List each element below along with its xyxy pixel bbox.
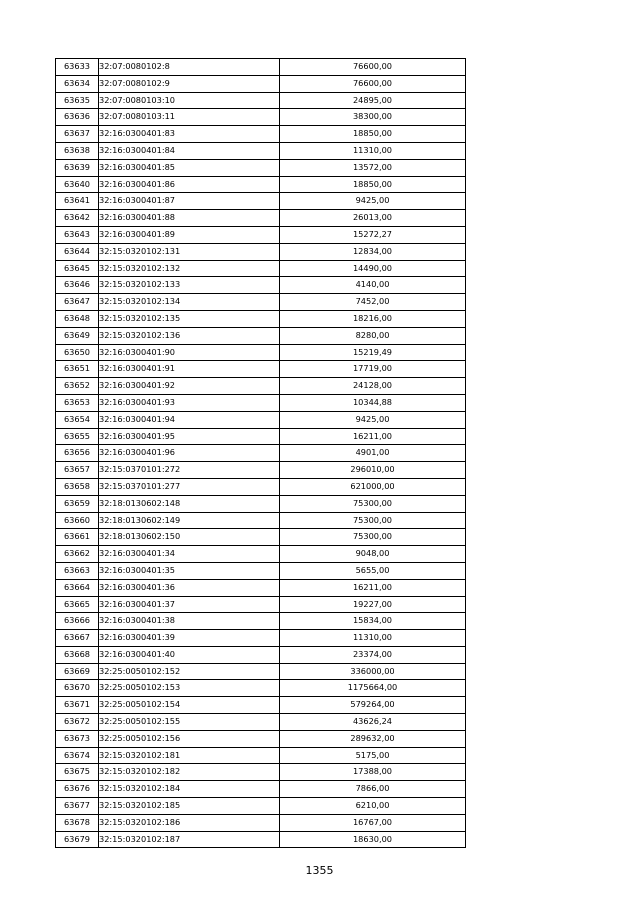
cadastral-number-cell: 32:15:0320102:133 (99, 277, 280, 294)
value-cell: 7452,00 (280, 294, 466, 311)
table-row (56, 630, 466, 647)
table-row (56, 226, 466, 243)
value-cell: 11310,00 (280, 142, 466, 159)
row-number-cell: 63648 (56, 310, 99, 327)
table-row (56, 109, 466, 126)
value-cell: 1175664,00 (280, 680, 466, 697)
row-number-cell: 63676 (56, 781, 99, 798)
cadastral-number-cell: 32:07:0080102:8 (99, 59, 280, 76)
table-row (56, 59, 466, 76)
value-cell: 18216,00 (280, 310, 466, 327)
value-cell: 75300,00 (280, 529, 466, 546)
value-cell: 296010,00 (280, 462, 466, 479)
cadastral-number-cell: 32:18:0130602:150 (99, 529, 280, 546)
table-row (56, 747, 466, 764)
row-number-cell: 63672 (56, 714, 99, 731)
cadastral-number-cell: 32:25:0050102:156 (99, 730, 280, 747)
cadastral-number-cell: 32:15:0320102:132 (99, 260, 280, 277)
cadastral-number-cell: 32:16:0300401:36 (99, 579, 280, 596)
row-number-cell: 63677 (56, 798, 99, 815)
table-row (56, 546, 466, 563)
value-cell: 13572,00 (280, 159, 466, 176)
row-number-cell: 63674 (56, 747, 99, 764)
table-row (56, 193, 466, 210)
table-row (56, 210, 466, 227)
value-cell: 336000,00 (280, 663, 466, 680)
cadastral-number-cell: 32:16:0300401:35 (99, 562, 280, 579)
row-number-cell: 63669 (56, 663, 99, 680)
cadastral-number-cell: 32:15:0320102:181 (99, 747, 280, 764)
cadastral-number-cell: 32:15:0370101:277 (99, 478, 280, 495)
value-cell: 15219,49 (280, 344, 466, 361)
cadastral-number-cell: 32:15:0320102:187 (99, 831, 280, 848)
row-number-cell: 63660 (56, 512, 99, 529)
table-row (56, 92, 466, 109)
cadastral-number-cell: 32:07:0080103:11 (99, 109, 280, 126)
row-number-cell: 63664 (56, 579, 99, 596)
table-row (56, 378, 466, 395)
value-cell: 9425,00 (280, 411, 466, 428)
table-row (56, 613, 466, 630)
table-row (56, 579, 466, 596)
row-number-cell: 63641 (56, 193, 99, 210)
table-row (56, 781, 466, 798)
row-number-cell: 63659 (56, 495, 99, 512)
cadastral-number-cell: 32:16:0300401:39 (99, 630, 280, 647)
value-cell: 4901,00 (280, 445, 466, 462)
cadastral-number-cell: 32:15:0320102:131 (99, 243, 280, 260)
row-number-cell: 63652 (56, 378, 99, 395)
cadastral-number-cell: 32:15:0320102:184 (99, 781, 280, 798)
table-row (56, 428, 466, 445)
cadastral-number-cell: 32:16:0300401:37 (99, 596, 280, 613)
table-row (56, 562, 466, 579)
value-cell: 289632,00 (280, 730, 466, 747)
value-cell: 17719,00 (280, 361, 466, 378)
table-row (56, 344, 466, 361)
value-cell: 75300,00 (280, 512, 466, 529)
row-number-cell: 63653 (56, 394, 99, 411)
row-number-cell: 63651 (56, 361, 99, 378)
row-number-cell: 63662 (56, 546, 99, 563)
cadastral-number-cell: 32:15:0320102:185 (99, 798, 280, 815)
cadastral-value-table (55, 58, 466, 848)
row-number-cell: 63645 (56, 260, 99, 277)
table-row (56, 361, 466, 378)
value-cell: 16767,00 (280, 814, 466, 831)
table-row (56, 462, 466, 479)
value-cell: 18630,00 (280, 831, 466, 848)
table-row (56, 478, 466, 495)
page-number: 1355 (305, 864, 334, 877)
cadastral-number-cell: 32:16:0300401:34 (99, 546, 280, 563)
row-number-cell: 63656 (56, 445, 99, 462)
cadastral-number-cell: 32:16:0300401:95 (99, 428, 280, 445)
value-cell: 38300,00 (280, 109, 466, 126)
cadastral-number-cell: 32:16:0300401:96 (99, 445, 280, 462)
value-cell: 9048,00 (280, 546, 466, 563)
cadastral-number-cell: 32:16:0300401:90 (99, 344, 280, 361)
cadastral-number-cell: 32:16:0300401:85 (99, 159, 280, 176)
table-row (56, 294, 466, 311)
row-number-cell: 63643 (56, 226, 99, 243)
cadastral-number-cell: 32:25:0050102:155 (99, 714, 280, 731)
value-cell: 19227,00 (280, 596, 466, 613)
value-cell: 14490,00 (280, 260, 466, 277)
row-number-cell: 63655 (56, 428, 99, 445)
table-row (56, 697, 466, 714)
cadastral-number-cell: 32:15:0320102:135 (99, 310, 280, 327)
row-number-cell: 63636 (56, 109, 99, 126)
value-cell: 18850,00 (280, 176, 466, 193)
table-row (56, 764, 466, 781)
cadastral-number-cell: 32:25:0050102:152 (99, 663, 280, 680)
value-cell: 17388,00 (280, 764, 466, 781)
cadastral-number-cell: 32:15:0320102:182 (99, 764, 280, 781)
value-cell: 23374,00 (280, 646, 466, 663)
row-number-cell: 63670 (56, 680, 99, 697)
value-cell: 621000,00 (280, 478, 466, 495)
table-row (56, 310, 466, 327)
table-row (56, 445, 466, 462)
value-cell: 76600,00 (280, 59, 466, 76)
row-number-cell: 63668 (56, 646, 99, 663)
row-number-cell: 63647 (56, 294, 99, 311)
table-row (56, 176, 466, 193)
table-row (56, 142, 466, 159)
table-row (56, 680, 466, 697)
row-number-cell: 63650 (56, 344, 99, 361)
cadastral-number-cell: 32:16:0300401:91 (99, 361, 280, 378)
cadastral-number-cell: 32:15:0370101:272 (99, 462, 280, 479)
row-number-cell: 63639 (56, 159, 99, 176)
value-cell: 15272,27 (280, 226, 466, 243)
table-row (56, 243, 466, 260)
table-row (56, 327, 466, 344)
table-row (56, 126, 466, 143)
row-number-cell: 63642 (56, 210, 99, 227)
table-row (56, 646, 466, 663)
value-cell: 75300,00 (280, 495, 466, 512)
value-cell: 15834,00 (280, 613, 466, 630)
table-row (56, 831, 466, 848)
value-cell: 4140,00 (280, 277, 466, 294)
row-number-cell: 63671 (56, 697, 99, 714)
value-cell: 10344,88 (280, 394, 466, 411)
table-row (56, 495, 466, 512)
table-row (56, 714, 466, 731)
row-number-cell: 63640 (56, 176, 99, 193)
table-body (56, 59, 466, 848)
table-row (56, 75, 466, 92)
table-row (56, 663, 466, 680)
cadastral-number-cell: 32:07:0080103:10 (99, 92, 280, 109)
cadastral-number-cell: 32:25:0050102:154 (99, 697, 280, 714)
value-cell: 16211,00 (280, 428, 466, 445)
table-row (56, 159, 466, 176)
value-cell: 579264,00 (280, 697, 466, 714)
cadastral-number-cell: 32:16:0300401:87 (99, 193, 280, 210)
row-number-cell: 63635 (56, 92, 99, 109)
value-cell: 6210,00 (280, 798, 466, 815)
row-number-cell: 63666 (56, 613, 99, 630)
value-cell: 11310,00 (280, 630, 466, 647)
row-number-cell: 63665 (56, 596, 99, 613)
row-number-cell: 63658 (56, 478, 99, 495)
cadastral-number-cell: 32:16:0300401:40 (99, 646, 280, 663)
table-row (56, 596, 466, 613)
cadastral-number-cell: 32:07:0080102:9 (99, 75, 280, 92)
value-cell: 16211,00 (280, 579, 466, 596)
cadastral-number-cell: 32:15:0320102:186 (99, 814, 280, 831)
value-cell: 9425,00 (280, 193, 466, 210)
cadastral-number-cell: 32:16:0300401:38 (99, 613, 280, 630)
cadastral-number-cell: 32:16:0300401:88 (99, 210, 280, 227)
row-number-cell: 63673 (56, 730, 99, 747)
cadastral-number-cell: 32:25:0050102:153 (99, 680, 280, 697)
cadastral-number-cell: 32:18:0130602:148 (99, 495, 280, 512)
table-row (56, 529, 466, 546)
value-cell: 12834,00 (280, 243, 466, 260)
value-cell: 43626,24 (280, 714, 466, 731)
value-cell: 5175,00 (280, 747, 466, 764)
value-cell: 26013,00 (280, 210, 466, 227)
row-number-cell: 63675 (56, 764, 99, 781)
value-cell: 24128,00 (280, 378, 466, 395)
value-cell: 76600,00 (280, 75, 466, 92)
row-number-cell: 63638 (56, 142, 99, 159)
row-number-cell: 63634 (56, 75, 99, 92)
cadastral-number-cell: 32:16:0300401:92 (99, 378, 280, 395)
row-number-cell: 63663 (56, 562, 99, 579)
cadastral-number-cell: 32:16:0300401:89 (99, 226, 280, 243)
cadastral-number-cell: 32:16:0300401:94 (99, 411, 280, 428)
row-number-cell: 63667 (56, 630, 99, 647)
table-row (56, 260, 466, 277)
cadastral-number-cell: 32:15:0320102:136 (99, 327, 280, 344)
row-number-cell: 63637 (56, 126, 99, 143)
value-cell: 24895,00 (280, 92, 466, 109)
row-number-cell: 63644 (56, 243, 99, 260)
row-number-cell: 63661 (56, 529, 99, 546)
row-number-cell: 63646 (56, 277, 99, 294)
table-row (56, 394, 466, 411)
row-number-cell: 63657 (56, 462, 99, 479)
cadastral-number-cell: 32:18:0130602:149 (99, 512, 280, 529)
table-row (56, 277, 466, 294)
table-row (56, 411, 466, 428)
row-number-cell: 63678 (56, 814, 99, 831)
cadastral-number-cell: 32:16:0300401:93 (99, 394, 280, 411)
row-number-cell: 63654 (56, 411, 99, 428)
row-number-cell: 63633 (56, 59, 99, 76)
table-row (56, 730, 466, 747)
cadastral-number-cell: 32:16:0300401:86 (99, 176, 280, 193)
cadastral-number-cell: 32:16:0300401:84 (99, 142, 280, 159)
value-cell: 5655,00 (280, 562, 466, 579)
value-cell: 8280,00 (280, 327, 466, 344)
table-row (56, 814, 466, 831)
table-row (56, 798, 466, 815)
cadastral-number-cell: 32:15:0320102:134 (99, 294, 280, 311)
row-number-cell: 63649 (56, 327, 99, 344)
value-cell: 7866,00 (280, 781, 466, 798)
value-cell: 18850,00 (280, 126, 466, 143)
row-number-cell: 63679 (56, 831, 99, 848)
table-row (56, 512, 466, 529)
cadastral-number-cell: 32:16:0300401:83 (99, 126, 280, 143)
